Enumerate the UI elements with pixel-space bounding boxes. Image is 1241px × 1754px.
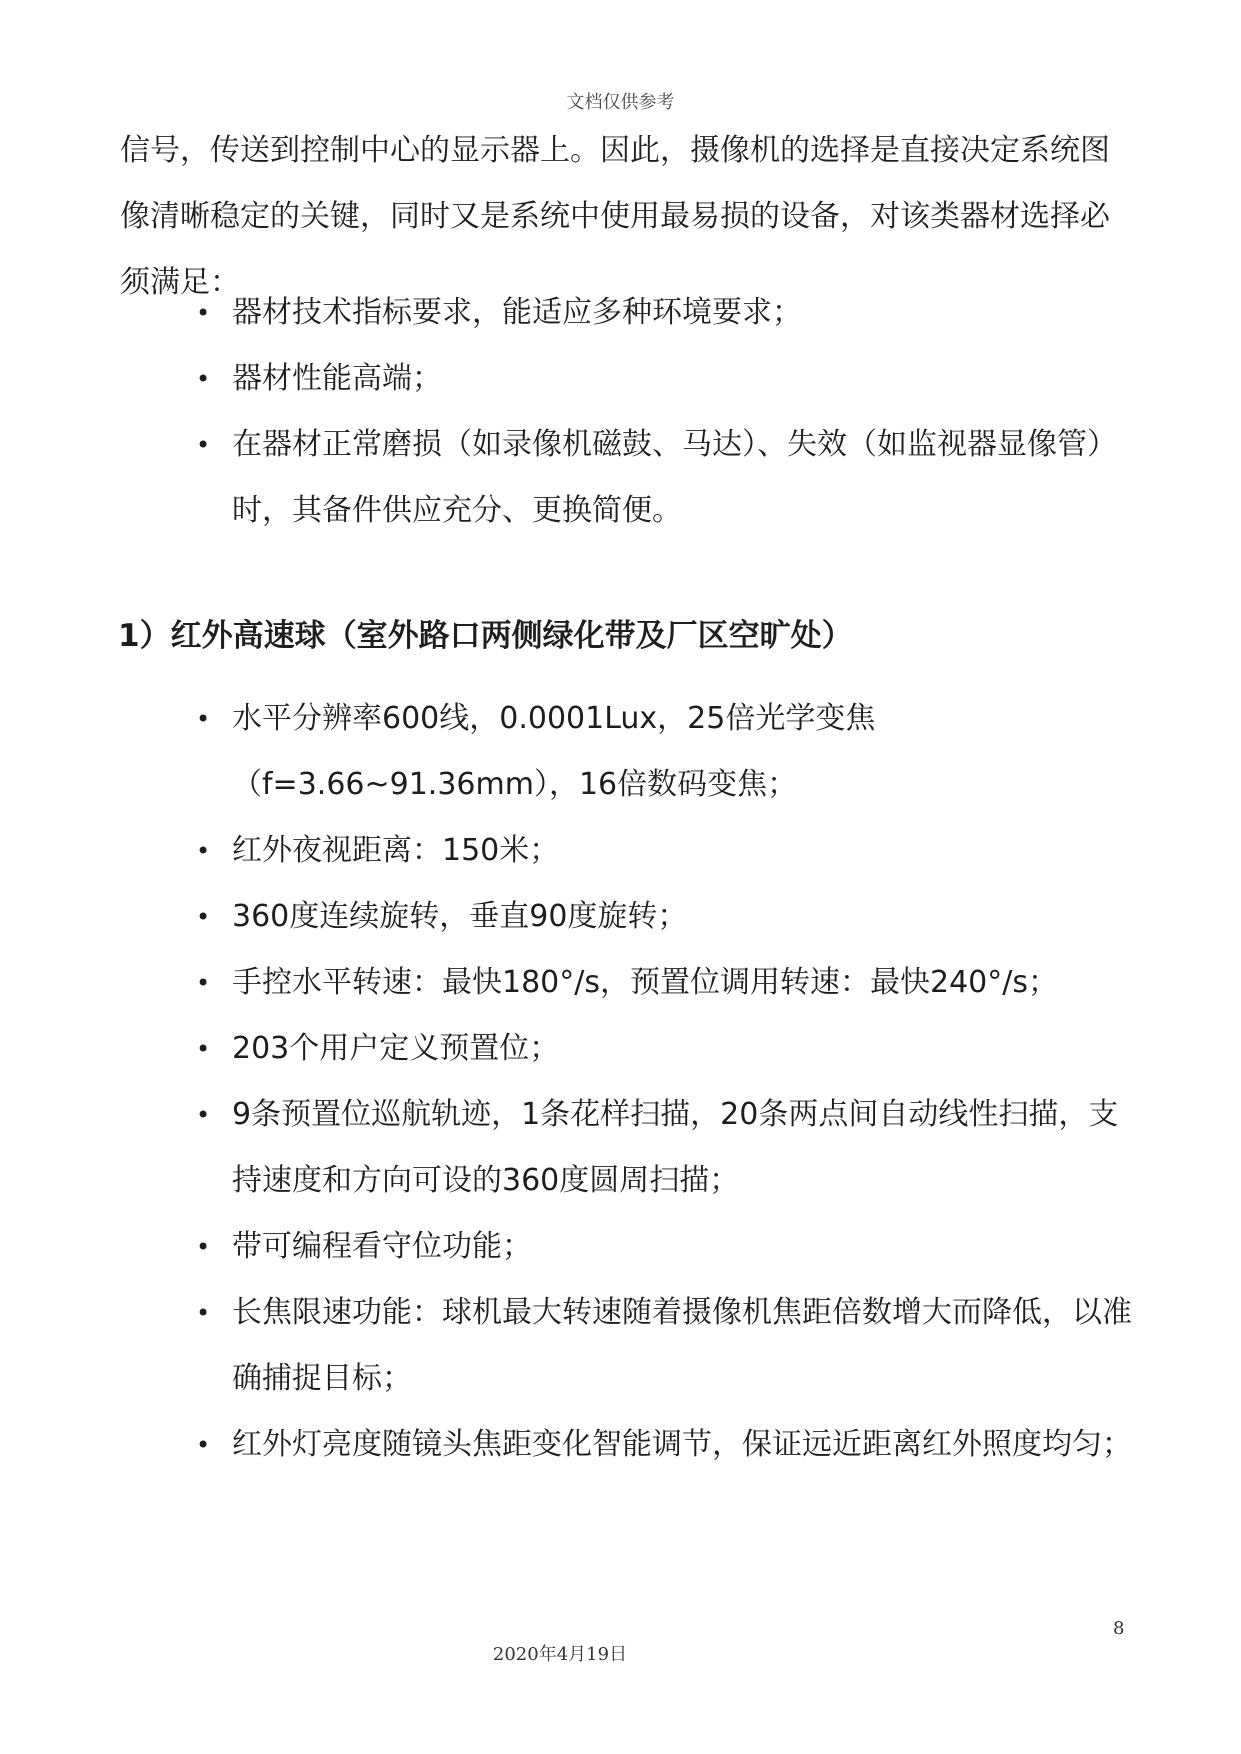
header-watermark: 文档仅供参考 bbox=[566, 92, 675, 113]
list-item: • 红外灯亮度随镜头焦距变化智能调节，保证远近距离红外照度均匀； bbox=[232, 1412, 1132, 1478]
intro-paragraph: 信号，传送到控制中心的显示器上。因此，摄像机的选择是直接决定系统图像清晰稳定的关键，同时又是系统中使用最易损的设备，对该类器材选择必须满足： bbox=[120, 133, 1110, 300]
list-item: • 在器材正常磨损（如录像机磁鼓、马达）、失效（如监视器显像管）时，其备件供应充分、更换简便。 bbox=[232, 412, 1132, 544]
list-item: • 203个用户定义预置位； bbox=[232, 1016, 1132, 1082]
page-number: 8 bbox=[1113, 1618, 1125, 1639]
footer-date: 2020年4月19日 bbox=[492, 1644, 628, 1665]
section-title: 1）红外高速球（室外路口两侧绿化带及厂区空旷处） bbox=[118, 618, 853, 654]
list-item: • 红外夜视距离：150米； bbox=[232, 818, 1132, 884]
list-item: • 器材技术指标要求，能适应多种环境要求； bbox=[232, 280, 1132, 346]
requirements-list bbox=[232, 280, 1132, 544]
list-item: • 水平分辨率600线，0.0001Lux，25倍光学变焦（f=3.66~91.36mm），16倍数码变焦； bbox=[232, 686, 1132, 818]
list-item: • 带可编程看守位功能； bbox=[232, 1214, 1132, 1280]
list-item: • 手控水平转速：最快180°/s，预置位调用转速：最快240°/s； bbox=[232, 950, 1132, 1016]
list-item: • 器材性能高端； bbox=[232, 346, 1132, 412]
specs-list bbox=[232, 686, 1132, 1478]
list-item: • 长焦限速功能：球机最大转速随着摄像机焦距倍数增大而降低，以准确捕捉目标； bbox=[232, 1280, 1132, 1412]
list-item: • 360度连续旋转，垂直90度旋转； bbox=[232, 884, 1132, 950]
list-item: • 9条预置位巡航轨迹，1条花样扫描，20条两点间自动线性扫描，支持速度和方向可设的360度圆周扫描； bbox=[232, 1082, 1132, 1214]
